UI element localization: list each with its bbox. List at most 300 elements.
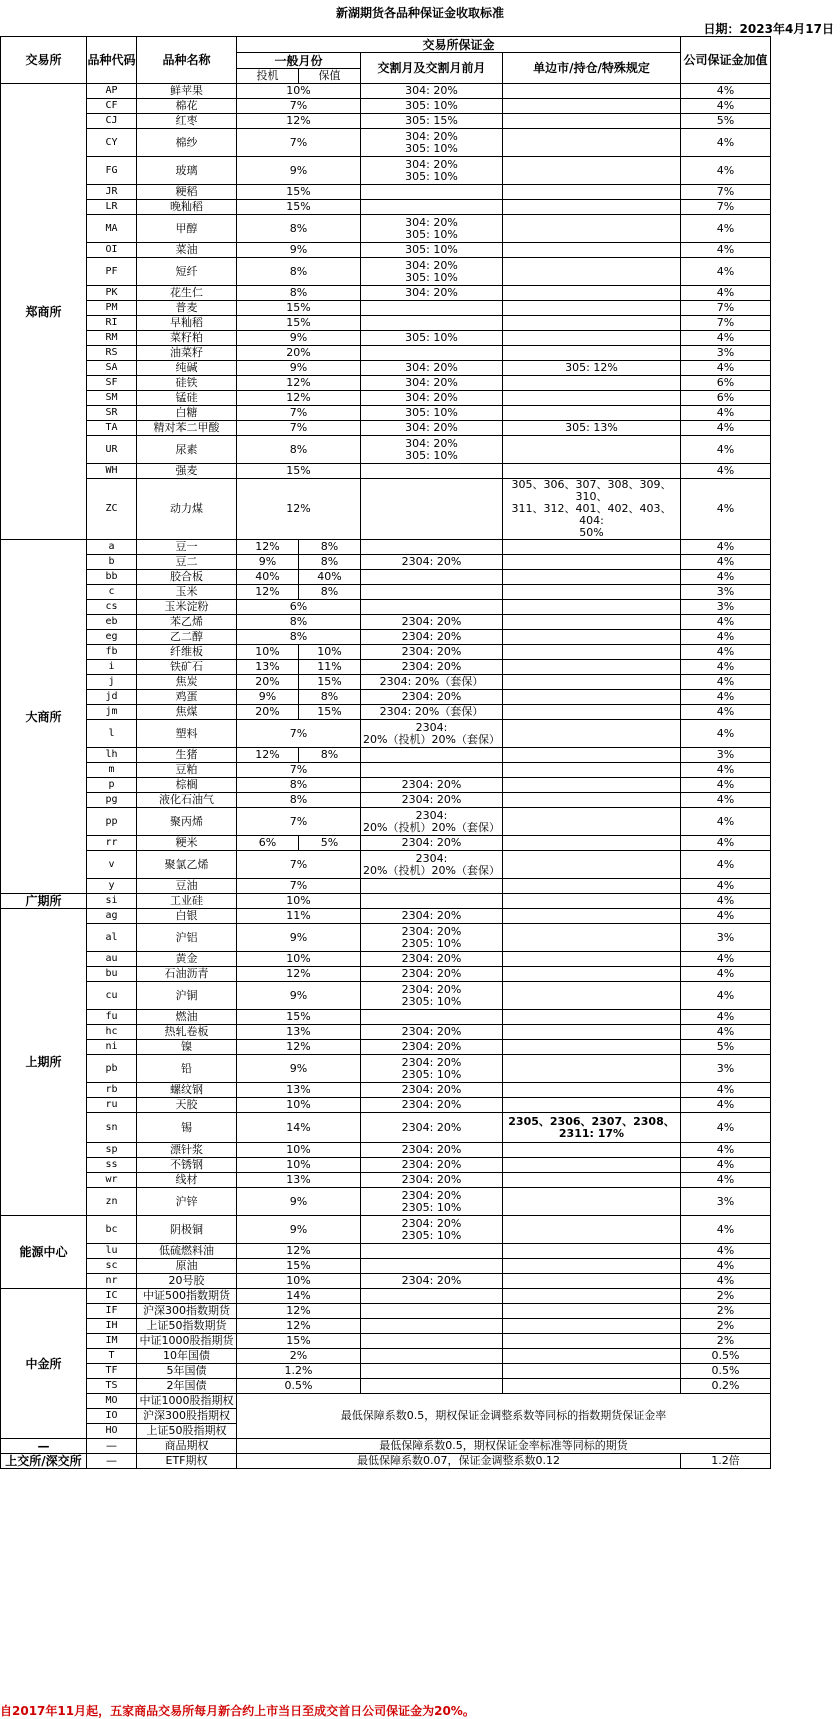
general-margin: 1.2%: [237, 1364, 361, 1379]
cell-line: 2305: 10%: [401, 1228, 462, 1242]
general-margin: 2%: [237, 1349, 361, 1364]
delivery-margin: [361, 836, 503, 851]
company-add: 4%: [681, 967, 771, 982]
table-row: [1, 1173, 771, 1188]
company-add: 4%: [681, 793, 771, 808]
general-margin: 7%: [237, 129, 361, 157]
table-row: [1, 114, 771, 129]
product-name: 红枣: [137, 114, 237, 129]
product-code: bu: [87, 967, 137, 982]
general-margin: 12%: [237, 391, 361, 406]
product-code: RI: [87, 316, 137, 331]
company-add: 3%: [681, 600, 771, 615]
table-row: [1, 600, 771, 615]
table-row: [1, 690, 771, 705]
delivery-margin: [361, 1304, 503, 1319]
product-code: AP: [87, 84, 137, 99]
hedge-margin: 8%: [299, 748, 361, 763]
company-add: 4%: [681, 675, 771, 690]
table-row: [1, 1083, 771, 1098]
special-rule: [503, 421, 681, 436]
cell-line: 20%（投机）20%（套保）: [363, 820, 500, 834]
general-margin: 15%: [237, 316, 361, 331]
special-rule: [503, 316, 681, 331]
product-code: SA: [87, 361, 137, 376]
table-row: [1, 406, 771, 421]
product-code: IF: [87, 1304, 137, 1319]
product-code: IO: [87, 1409, 137, 1424]
company-add: 4%: [681, 1113, 771, 1143]
cell-line: 2311: 17%: [558, 1126, 625, 1140]
product-code: HO: [87, 1424, 137, 1439]
product-code: zn: [87, 1188, 137, 1216]
product-code: si: [87, 894, 137, 909]
special-rule: [503, 1113, 681, 1143]
company-add: 4%: [681, 1259, 771, 1274]
special-rule: [503, 1319, 681, 1334]
cell-line: 2304: 20%: [401, 924, 462, 938]
special-rule: [503, 361, 681, 376]
delivery-margin: [361, 243, 503, 258]
product-code: y: [87, 879, 137, 894]
table-row: [1, 1143, 771, 1158]
company-add: 4%: [681, 361, 771, 376]
general-margin: 12%: [237, 967, 361, 982]
table-row: [1, 1025, 771, 1040]
special-rule: [503, 720, 681, 748]
special-rule: [503, 129, 681, 157]
delivery-margin: [361, 1083, 503, 1098]
delivery-margin: [361, 391, 503, 406]
special-rule: [503, 836, 681, 851]
company-add: 0.2%: [681, 1379, 771, 1394]
special-rule: [503, 1379, 681, 1394]
product-code: m: [87, 763, 137, 778]
table-row: [1, 982, 771, 1010]
product-name: 5年国债: [137, 1364, 237, 1379]
cell-line: 2304: 20%: [401, 1083, 462, 1096]
product-name: 玉米: [137, 585, 237, 600]
product-name: 普麦: [137, 301, 237, 316]
product-name: 尿素: [137, 436, 237, 464]
cell-line: 2304: 20%（套保）: [379, 675, 484, 688]
footer-note: 自2017年11月起，五家商品交易所每月新合约上市当日至成交首日公司保证金为20%。: [0, 1704, 475, 1718]
product-code: lu: [87, 1244, 137, 1259]
table-row: [1, 361, 771, 376]
table-row: [1, 200, 771, 215]
product-name: 天胶: [137, 1098, 237, 1113]
delivery-margin: [361, 406, 503, 421]
company-add: 4%: [681, 851, 771, 879]
special-rule: [503, 1143, 681, 1158]
cell-line: 305、306、307、308、309、310、: [511, 478, 672, 503]
product-name: 上证50股指期权: [137, 1424, 237, 1439]
general-margin: 15%: [237, 301, 361, 316]
product-code: p: [87, 778, 137, 793]
company-add: 4%: [681, 645, 771, 660]
product-code: SM: [87, 391, 137, 406]
cell-line: 2304: 20%: [401, 1120, 462, 1134]
general-margin: 12%: [237, 376, 361, 391]
cell-line: 50%: [579, 526, 604, 539]
cell-line: 304: 20%: [405, 391, 458, 404]
general-margin: 12%: [237, 1040, 361, 1055]
header-delivery: 交割月及交割月前月: [361, 53, 503, 84]
hedge-margin: 8%: [299, 690, 361, 705]
table-row: [1, 157, 771, 185]
table-row: [1, 464, 771, 479]
company-add: 4%: [681, 1083, 771, 1098]
product-code: MA: [87, 215, 137, 243]
general-margin: 10%: [237, 1158, 361, 1173]
general-margin: 9%: [237, 157, 361, 185]
company-add: 4%: [681, 331, 771, 346]
general-margin: 9%: [237, 361, 361, 376]
special-rule: [503, 982, 681, 1010]
delivery-margin: [361, 1055, 503, 1083]
delivery-margin: [361, 909, 503, 924]
company-add: 3%: [681, 585, 771, 600]
cell-line: 2304: 20%: [401, 1040, 462, 1053]
product-name: 商品期权: [137, 1439, 237, 1454]
delivery-margin: [361, 894, 503, 909]
general-margin: 14%: [237, 1113, 361, 1143]
delivery-margin: [361, 1188, 503, 1216]
product-name: 纤维板: [137, 645, 237, 660]
header-name: 品种名称: [137, 37, 237, 84]
company-add: 4%: [681, 555, 771, 570]
special-rule: [503, 967, 681, 982]
cell-line: 2305: 10%: [401, 936, 462, 950]
cell-line: 2304: 20%: [401, 615, 462, 628]
company-add: 2%: [681, 1319, 771, 1334]
general-margin: 12%: [237, 1244, 361, 1259]
product-code: c: [87, 585, 137, 600]
company-add: 4%: [681, 894, 771, 909]
company-add: 6%: [681, 376, 771, 391]
product-name: 燃油: [137, 1010, 237, 1025]
company-add: 4%: [681, 421, 771, 436]
special-rule: [503, 331, 681, 346]
header-general-month: 一般月份: [237, 53, 361, 69]
delivery-margin: [361, 114, 503, 129]
company-add: 4%: [681, 286, 771, 301]
general-margin: 9%: [237, 1188, 361, 1216]
company-add: 4%: [681, 778, 771, 793]
special-rule: [503, 894, 681, 909]
special-rule: [503, 346, 681, 361]
company-add: 4%: [681, 1025, 771, 1040]
company-add: 4%: [681, 258, 771, 286]
product-name: 漂针浆: [137, 1143, 237, 1158]
table-row: [1, 436, 771, 464]
delivery-margin: [361, 540, 503, 555]
delivery-margin: [361, 1274, 503, 1289]
spec-margin: 20%: [237, 705, 299, 720]
product-name: 玉米淀粉: [137, 600, 237, 615]
special-rule: [503, 705, 681, 720]
exchange-name: 上交所/深交所: [1, 1454, 87, 1469]
cell-line: 305: 13%: [565, 421, 618, 434]
general-margin: 12%: [237, 1319, 361, 1334]
special-rule: [503, 1083, 681, 1098]
company-add: 4%: [681, 660, 771, 675]
delivery-margin: [361, 748, 503, 763]
table-row: [1, 570, 771, 585]
general-margin: 7%: [237, 406, 361, 421]
header-hedge: 保值: [299, 69, 361, 84]
product-code: l: [87, 720, 137, 748]
product-name: 精对苯二甲酸: [137, 421, 237, 436]
cell-line: 20%（投机）20%（套保）: [363, 863, 500, 877]
exchange-name: 中金所: [1, 1289, 87, 1439]
hedge-margin: 5%: [299, 836, 361, 851]
general-margin: 13%: [237, 1025, 361, 1040]
delivery-margin: [361, 215, 503, 243]
product-name: 铁矿石: [137, 660, 237, 675]
table-row: [1, 615, 771, 630]
header-code: 品种代码: [87, 37, 137, 84]
delivery-margin: [361, 84, 503, 99]
special-rule: [503, 1334, 681, 1349]
product-code: bb: [87, 570, 137, 585]
special-rule: [503, 99, 681, 114]
general-margin: 10%: [237, 894, 361, 909]
special-rule: [503, 1259, 681, 1274]
delivery-margin: [361, 1259, 503, 1274]
table-row: [1, 924, 771, 952]
company-add: 4%: [681, 99, 771, 114]
company-add: 4%: [681, 129, 771, 157]
product-name: 粳米: [137, 836, 237, 851]
table-row: [1, 421, 771, 436]
special-rule: [503, 1216, 681, 1244]
cell-line: 2304: 20%: [401, 555, 462, 568]
special-rule: [503, 84, 681, 99]
special-rule: [503, 1025, 681, 1040]
special-rule: [503, 675, 681, 690]
product-code: PK: [87, 286, 137, 301]
product-name: 铅: [137, 1055, 237, 1083]
general-margin: 8%: [237, 215, 361, 243]
delivery-margin: [361, 808, 503, 836]
product-name: 棉纱: [137, 129, 237, 157]
product-code: LR: [87, 200, 137, 215]
spec-margin: 12%: [237, 748, 299, 763]
special-rule: [503, 909, 681, 924]
general-margin: 7%: [237, 851, 361, 879]
product-code: —: [87, 1439, 137, 1454]
delivery-margin: [361, 851, 503, 879]
general-margin: 9%: [237, 982, 361, 1010]
general-margin: 7%: [237, 808, 361, 836]
header-exchange-margin: 交易所保证金: [237, 37, 681, 53]
delivery-margin: [361, 1025, 503, 1040]
company-add: 4%: [681, 630, 771, 645]
table-row: [1, 215, 771, 243]
special-rule: [503, 185, 681, 200]
product-name: 原油: [137, 1259, 237, 1274]
special-rule: [503, 851, 681, 879]
delivery-margin: [361, 200, 503, 215]
cell-line: 305: 10%: [405, 448, 458, 462]
product-code: b: [87, 555, 137, 570]
delivery-margin: [361, 346, 503, 361]
spec-margin: 13%: [237, 660, 299, 675]
product-name: 聚丙烯: [137, 808, 237, 836]
spec-margin: 10%: [237, 645, 299, 660]
cell-line: 305: 10%: [405, 99, 458, 112]
product-code: JR: [87, 185, 137, 200]
special-rule: [503, 258, 681, 286]
product-code: FG: [87, 157, 137, 185]
cell-line: 2304: 20%: [401, 1098, 462, 1111]
general-margin: 8%: [237, 436, 361, 464]
table-row: [1, 660, 771, 675]
special-rule: [503, 793, 681, 808]
delivery-margin: [361, 1040, 503, 1055]
product-name: 10年国债: [137, 1349, 237, 1364]
product-code: pb: [87, 1055, 137, 1083]
company-add: 4%: [681, 1010, 771, 1025]
product-code: pg: [87, 793, 137, 808]
table-row: [1, 99, 771, 114]
special-rule: [503, 763, 681, 778]
special-rule: [503, 645, 681, 660]
cell-line: 304: 20%: [405, 436, 458, 450]
table-row: [1, 952, 771, 967]
delivery-margin: [361, 615, 503, 630]
company-add: 4%: [681, 1098, 771, 1113]
company-add: 7%: [681, 185, 771, 200]
delivery-margin: [361, 464, 503, 479]
product-code: bc: [87, 1216, 137, 1244]
product-code: rb: [87, 1083, 137, 1098]
company-add: 7%: [681, 301, 771, 316]
product-code: TS: [87, 1379, 137, 1394]
cell-line: 2305、2306、2307、2308、: [508, 1114, 675, 1128]
spec-margin: 40%: [237, 570, 299, 585]
delivery-margin: [361, 720, 503, 748]
table-row: [1, 1349, 771, 1364]
general-margin: 15%: [237, 464, 361, 479]
table-row: [1, 346, 771, 361]
spec-margin: 9%: [237, 690, 299, 705]
table-row: [1, 185, 771, 200]
product-code: TF: [87, 1364, 137, 1379]
delivery-margin: [361, 1244, 503, 1259]
cell-line: 2304: 20%: [401, 952, 462, 965]
product-code: al: [87, 924, 137, 952]
product-code: CJ: [87, 114, 137, 129]
special-rule: [503, 879, 681, 894]
spec-margin: 6%: [237, 836, 299, 851]
product-code: SR: [87, 406, 137, 421]
product-name: 菜籽粕: [137, 331, 237, 346]
table-row: [1, 540, 771, 555]
special-rule: [503, 464, 681, 479]
table-row: [1, 1259, 771, 1274]
general-margin: 8%: [237, 286, 361, 301]
exchange-name: 广期所: [1, 894, 87, 909]
hedge-margin: 11%: [299, 660, 361, 675]
product-code: fb: [87, 645, 137, 660]
company-add: 4%: [681, 570, 771, 585]
cell-line: 305: 10%: [405, 331, 458, 344]
company-add: 3%: [681, 1188, 771, 1216]
special-rule: [503, 778, 681, 793]
table-row: [1, 1113, 771, 1143]
special-rule: [503, 630, 681, 645]
product-name: 沪铜: [137, 982, 237, 1010]
table-row: [1, 479, 771, 540]
product-code: UR: [87, 436, 137, 464]
product-code: lh: [87, 748, 137, 763]
special-rule: [503, 1173, 681, 1188]
cell-line: 2304: 20%: [401, 1173, 462, 1186]
company-add: 4%: [681, 690, 771, 705]
delivery-margin: [361, 705, 503, 720]
general-margin: 8%: [237, 793, 361, 808]
delivery-margin: [361, 1289, 503, 1304]
delivery-margin: [361, 555, 503, 570]
table-row: [1, 1216, 771, 1244]
table-row: [1, 1454, 771, 1469]
delivery-margin: [361, 793, 503, 808]
special-rule: [503, 690, 681, 705]
product-code: CY: [87, 129, 137, 157]
cell-line: 2304: 20%: [401, 1274, 462, 1287]
company-add: 4%: [681, 615, 771, 630]
product-code: i: [87, 660, 137, 675]
delivery-margin: [361, 690, 503, 705]
special-rule: [503, 660, 681, 675]
product-code: SF: [87, 376, 137, 391]
table-row: [1, 391, 771, 406]
product-name: 中证1000股指期货: [137, 1334, 237, 1349]
delivery-margin: [361, 1349, 503, 1364]
general-margin: 10%: [237, 952, 361, 967]
cell-line: 2304: 20%（套保）: [379, 705, 484, 718]
special-rule: [503, 924, 681, 952]
product-code: cu: [87, 982, 137, 1010]
table-row: [1, 1319, 771, 1334]
product-name: 早籼稻: [137, 316, 237, 331]
delivery-margin: [361, 778, 503, 793]
delivery-margin: [361, 99, 503, 114]
table-row: [1, 909, 771, 924]
general-margin: 0.5%: [237, 1379, 361, 1394]
product-name: 阴极铜: [137, 1216, 237, 1244]
product-name: 豆粕: [137, 763, 237, 778]
delivery-margin: [361, 570, 503, 585]
product-name: 液化石油气: [137, 793, 237, 808]
table-row: [1, 879, 771, 894]
product-code: ru: [87, 1098, 137, 1113]
product-name: 豆油: [137, 879, 237, 894]
company-add: 4%: [681, 808, 771, 836]
general-margin: 9%: [237, 1216, 361, 1244]
general-margin: 15%: [237, 185, 361, 200]
company-add: 4%: [681, 84, 771, 99]
company-add: 4%: [681, 909, 771, 924]
company-add: 0.5%: [681, 1349, 771, 1364]
cell-line: 2304: 20%: [401, 1158, 462, 1171]
header-company-add: 公司保证金加值: [681, 37, 771, 84]
table-row: [1, 585, 771, 600]
table-row: [1, 1439, 771, 1454]
delivery-margin: [361, 185, 503, 200]
